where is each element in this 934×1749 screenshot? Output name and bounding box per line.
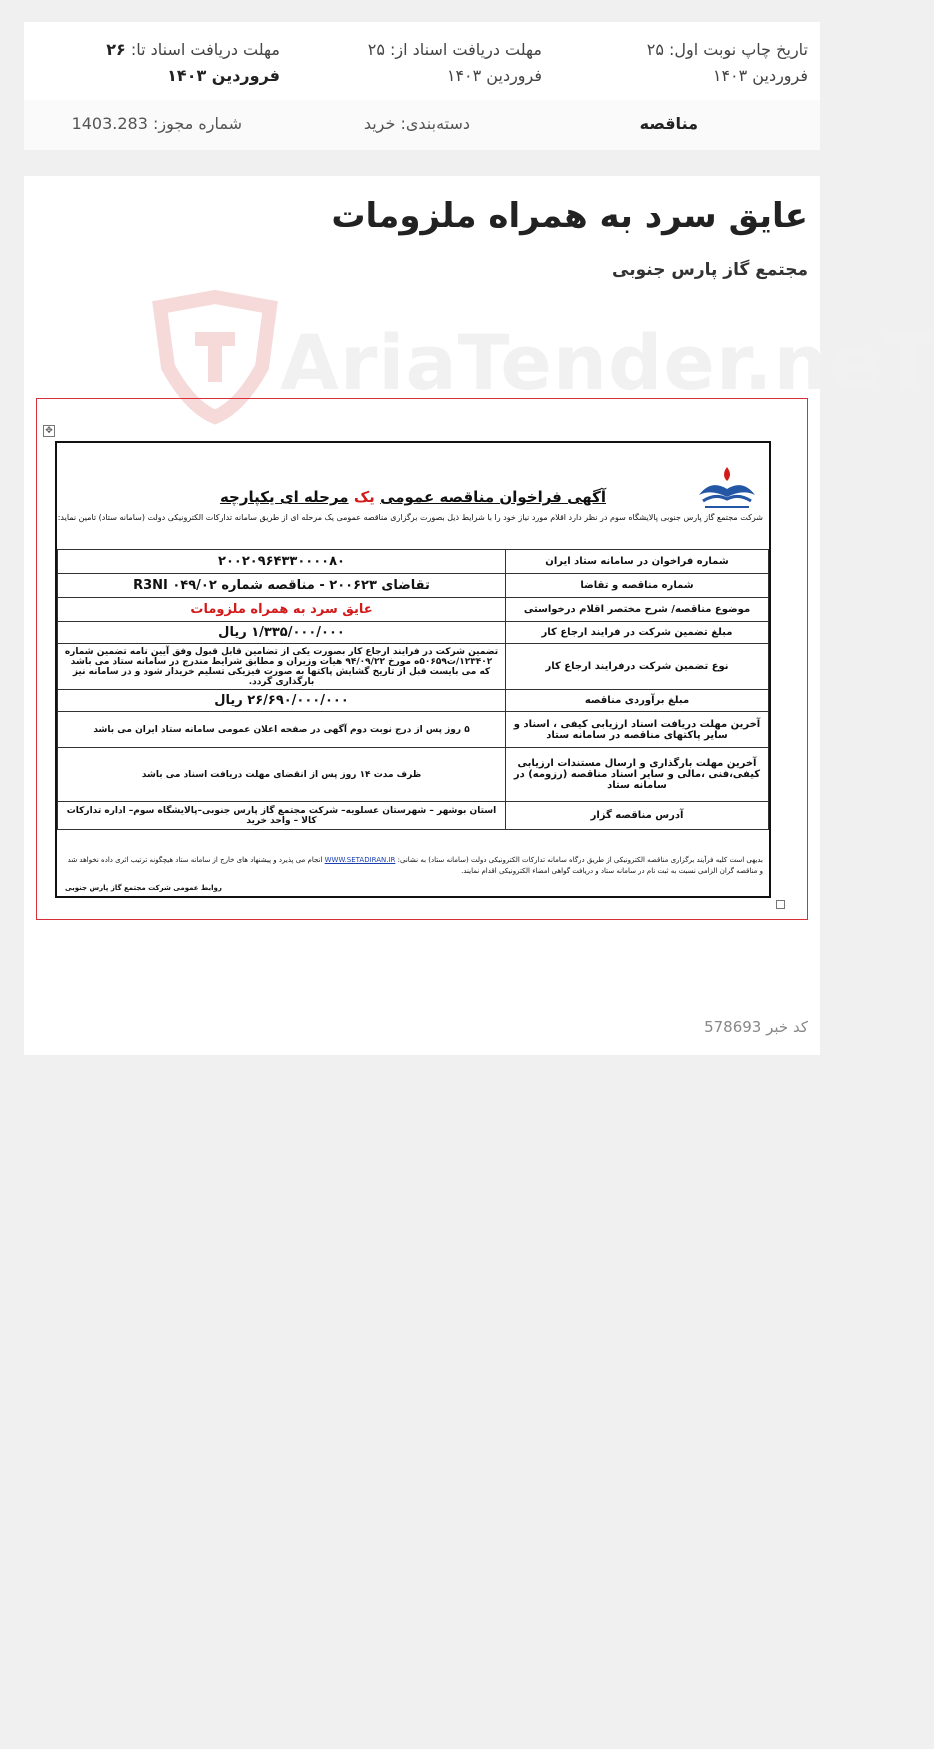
notice-header <box>57 443 769 549</box>
tender-detail-card <box>24 176 934 1055</box>
notice-title: آگهی فراخوان مناقصه عمومی یک مرحله ای یکپارچه <box>219 488 607 506</box>
watermark-text: AriaTender.neT <box>280 318 934 407</box>
license-number: شماره مجوز: 1403.283 <box>71 114 242 133</box>
tender-organization: مجتمع گاز پارس جنوبی <box>612 260 808 280</box>
table-row: مبلغ برآوردی مناقصه ۲۶/۶۹۰/۰۰۰/۰۰۰ ریال <box>58 690 769 712</box>
table-row: شماره فراخوان در سامانه ستاد ایران ۲۰۰۲۰۹۶۴۳۳۰۰۰۰۸۰ <box>58 550 769 574</box>
date-row <box>24 22 820 100</box>
notice-footer: بدیهی است کلیه فرآیند برگزاری مناقصه الکترونیکی از طریق درگاه سامانه تدارکات الکترونیکی دولت (سامانه ستاد) به نشانی: WWW.SETADIRAN.IR انجام می پذیرد و پیشنهاد های خارج از سامانه ستاد هیچگونه ترتیب اثری داده نخواهد شد و مناقصه گران الزامی نسبت به ثبت نام در سامانه ستاد و دریافت گواهی امضاء الکترونیکی اقدام نمایند. <box>67 856 763 875</box>
table-row: آخرین مهلت بارگذاری و ارسال مستندات ارزیابی کیفی،فنی ،مالی و سایر اسناد مناقصه (رزومه) در سامانه ستاد ظرف مدت ۱۴ روز پس از انقضای مهلت دریافت اسناد می باشد <box>58 748 769 802</box>
tender-title: عایق سرد به همراه ملزومات <box>331 196 808 236</box>
notice-signature: روابط عمومی شرکت مجتمع گاز پارس جنوبی <box>65 884 222 892</box>
tender-category: دسته‌بندی: خرید <box>363 114 470 133</box>
table-row: موضوع مناقصه/ شرح مختصر اقلام درخواستی عایق سرد به همراه ملزومات <box>58 598 769 622</box>
tender-document-image <box>36 398 808 920</box>
receive-from-date: مهلت دریافت اسناد از: ۲۵ فروردین ۱۴۰۳ <box>367 40 542 85</box>
notice-table <box>57 549 769 830</box>
table-row: مبلغ تضمین شرکت در فرایند ارجاع کار ۱/۳۳۵/۰۰۰/۰۰۰ ریال <box>58 622 769 644</box>
news-code: کد خبر 578693 <box>704 1018 808 1036</box>
tender-type: مناقصه <box>639 114 698 133</box>
table-row: آخرین مهلت دریافت اسناد ارزیابی کیفی ، اسناد و سایر پاکتهای مناقصه در سامانه ستاد ۵ روز پس از درج نوبت دوم آگهی در صفحه اعلان عمومی سامانه ستاد ایران می باشد <box>58 712 769 748</box>
tender-meta-row <box>24 100 820 150</box>
setadiran-link[interactable]: WWW.SETADIRAN.IR <box>324 856 396 864</box>
table-row: شماره مناقصه و تقاضا تقاضای ۲۰۰۶۲۳ - مناقصه شماره R3NI ۰۴۹/۰۲ <box>58 574 769 598</box>
notice-intro: شرکت مجتمع گاز پارس جنوبی پالایشگاه سوم در نظر دارد اقلام مورد نیاز خود را با شرایط ذیل بصورت برگزاری مناقصه عمومی یک مرحله ای از طریق سامانه تدارکات الکترونیکی دولت (سامانه ستاد) تامین نماید: <box>57 513 763 522</box>
receive-to-date: مهلت دریافت اسناد تا: ۲۶ فروردین ۱۴۰۳ <box>106 40 280 85</box>
tender-dates-card <box>24 22 820 150</box>
resize-handle-icon[interactable] <box>776 900 785 909</box>
move-handle-icon[interactable]: ✥ <box>43 425 55 437</box>
table-row: آدرس مناقصه گزار استان بوشهر – شهرستان عسلویه– شرکت مجتمع گاز پارس جنوبی–پالایشگاه سوم– اداره تدارکات کالا – واحد خرید <box>58 802 769 830</box>
tender-notice <box>55 441 771 898</box>
first-print-date: تاریخ چاپ نوبت اول: ۲۵ فروردین ۱۴۰۳ <box>646 40 808 85</box>
table-row: نوع تضمین شرکت درفرایند ارجاع کار تضمین شرکت در فرایند ارجاع کار بصورت یکی از تضامین قابل قبول وفق آیین نامه تضمین شماره ۱۲۳۴۰۲/ت۵۰۶۵۹ه مورخ ۹۴/۰۹/۲۲ هیات وزیران و مطابق شرایط مندرج در سامانه ستاد می باشد که می بایست قبل از تاریخ گشایش پاکتها به صورت فیزیکی تسلیم خریدار شود و در سامانه نیز بارگذاری گردد. <box>58 644 769 690</box>
